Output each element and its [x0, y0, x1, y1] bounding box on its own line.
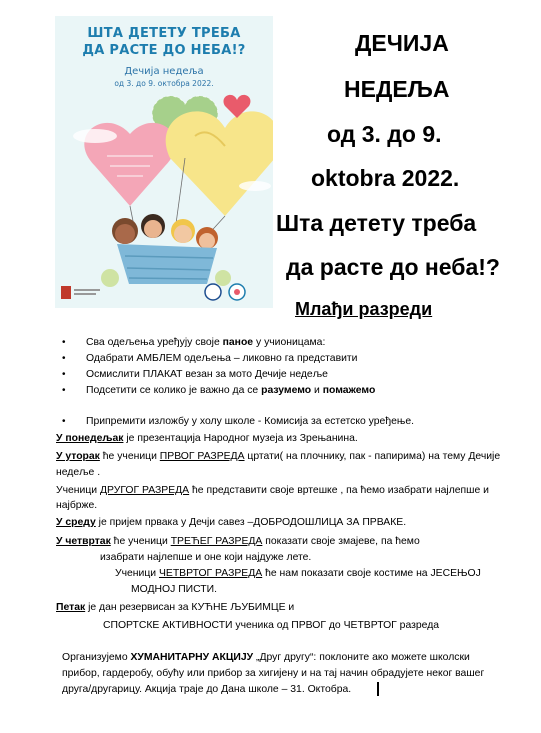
poster-title-line2: ДА РАСТЕ ДО НЕБА!? — [82, 43, 246, 58]
thursday-line-cont: изабрати најлепше и оне који најдуже лете. — [100, 552, 312, 563]
heading-line2: НЕДЕЉА — [344, 76, 450, 102]
tuesday2-line: Ученици ДРУГОГ РАЗРЕДА ће представити своје вртешке , па ћемо изабрати најлепше и — [56, 485, 489, 496]
charity-line3: друга/другарицу. Акција траје до Дана школе – 31. Октобра. — [62, 684, 352, 695]
tuesday2-line-cont: најбрже. — [56, 500, 98, 511]
bullet-item: • Сва одељења уређују своје паное у учионицама: — [86, 336, 325, 350]
text-cursor — [377, 682, 379, 696]
friday-line: Петак је дан резервисан за КУЋНЕ ЉУБИМЦЕ и — [56, 602, 295, 613]
bullet-item: • Припремити изложбу у холу школе - Комисија за естетско уређење. — [86, 415, 414, 429]
tuesday-line-cont: недеље . — [56, 467, 101, 478]
poster-dates: од 3. до 9. октобра 2022. — [114, 79, 214, 88]
poster-subtitle: Дечија недеља — [124, 66, 204, 77]
wednesday-line: У среду је пријем првака у Дечји савез –ДОБРОДОШЛИЦА ЗА ПРВАКЕ. — [56, 517, 407, 528]
poster-illustration — [55, 16, 273, 308]
heading-motto-line2: да расте до неба!? — [286, 254, 500, 280]
thursday2-line-cont: МОДНОЈ ПИСТИ. — [131, 584, 218, 595]
bullet-item: • Одабрати АМБЛЕМ одељења – ликовно га представити — [86, 352, 357, 366]
poster-image — [55, 16, 273, 308]
heading-line1: ДЕЧИЈА — [355, 30, 449, 56]
heading-line4: oktobra 2022. — [311, 165, 460, 191]
charity-line2: прибор, гардеробу, обућу или прибор за хигијену и на тај начин обрадујете неког вашег — [62, 668, 485, 679]
heading-motto-line1: Шта детету треба — [276, 210, 477, 236]
tuesday-line: У уторак ће ученици ПРВОГ РАЗРЕДА цртати( на плочнику, пак - папирима) на тему Дечије — [56, 451, 501, 462]
poster-title-line1: ШТА ДЕТЕТУ ТРЕБА — [87, 26, 241, 41]
heading-line3: од 3. до 9. — [327, 121, 442, 147]
monday-line: У понедељак је презентација Народног музеја из Зрењанина. — [56, 433, 358, 444]
friday-line-cont: СПОРТСКЕ АКТИВНОСТИ ученика од ПРВОГ до ЧЕТВРТОГ разреда — [103, 620, 440, 631]
thursday-line: У четвртак ће ученици ТРЕЋЕГ РАЗРЕДА показати своје змајеве, па ћемо — [56, 536, 420, 547]
charity-line1: Организујемо ХУМАНИТАРНУ АКЦИЈУ „Друг другу“: поклоните ако можете школски — [62, 652, 470, 663]
bullet-item: • Осмислити ПЛАКАТ везан за мото Дечије недеље — [86, 368, 328, 382]
section-title: Млађи разреди — [295, 299, 433, 319]
thursday2-line: Ученици ЧЕТВРТОГ РАЗРЕДА ће нам показати своје костиме на ЈЕСЕЊОЈ — [115, 568, 481, 579]
bullet-item: • Подсетити се колико је важно да се разумемо и помажемо — [86, 384, 375, 398]
